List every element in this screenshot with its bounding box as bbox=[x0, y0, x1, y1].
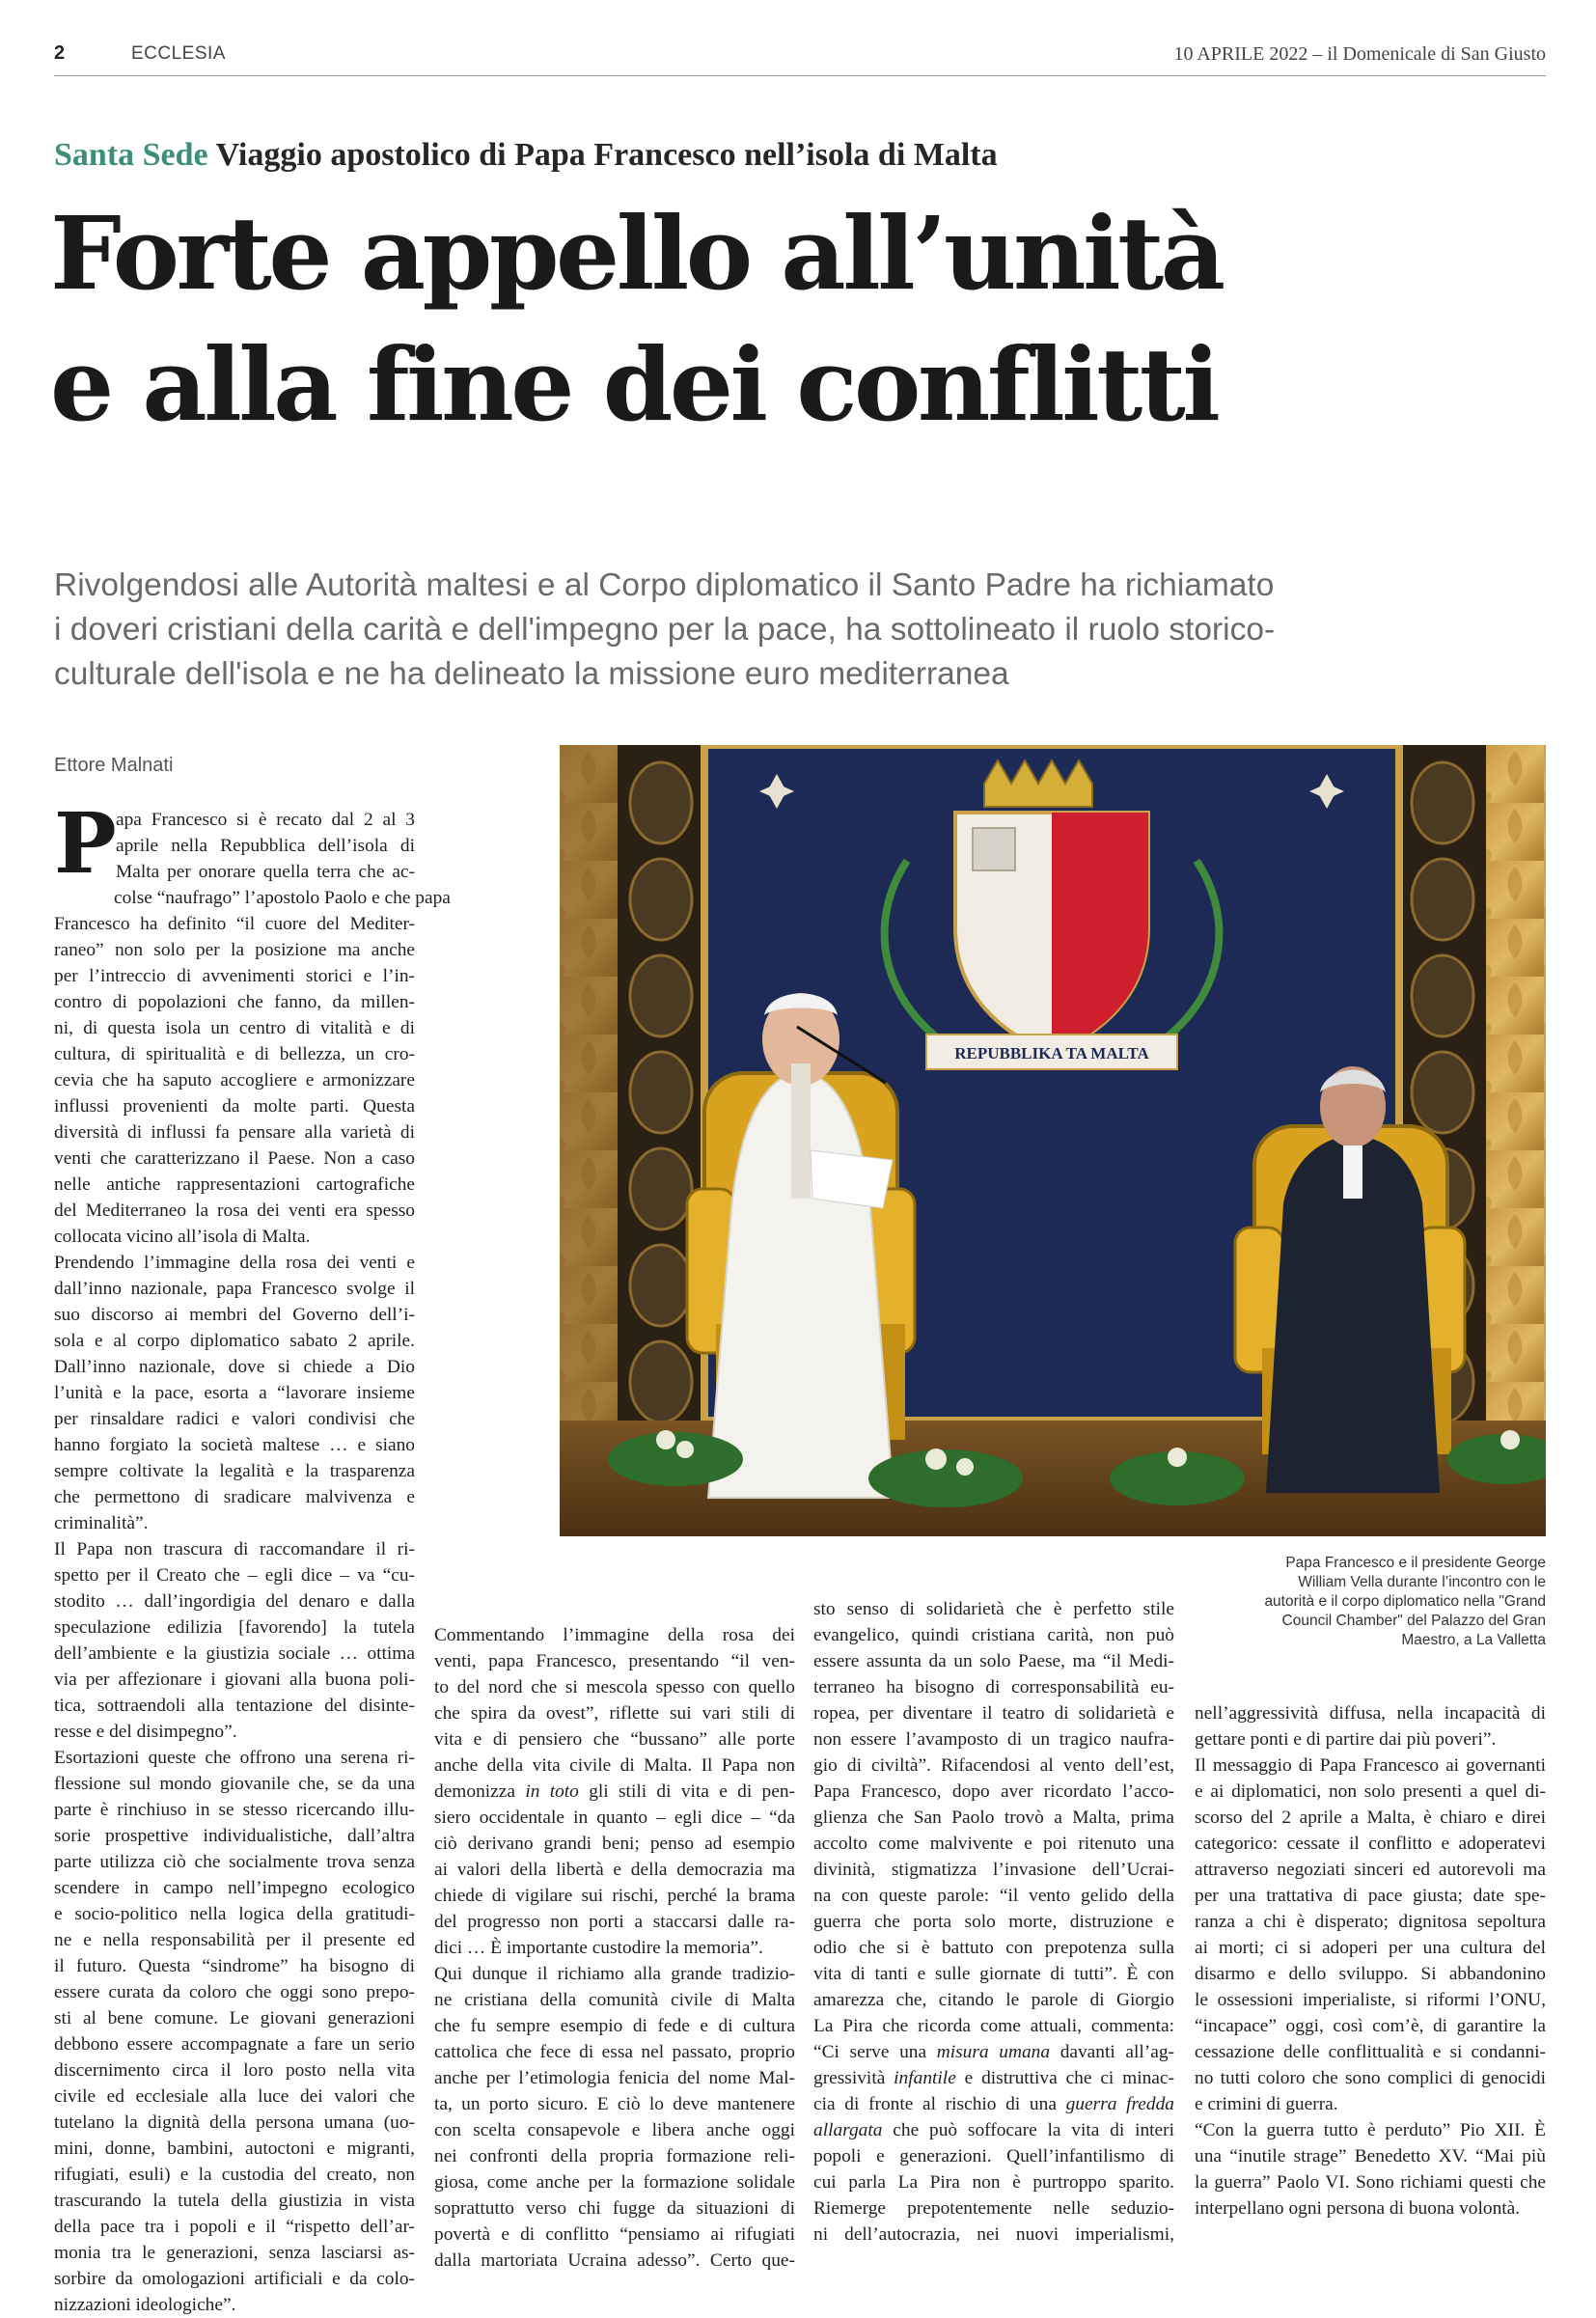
text-line: “incapace” oggi, così com’è, di garantire la bbox=[1195, 2016, 1546, 2036]
text-line: sempre coltivate la legalità e la trasparenza bbox=[54, 1461, 415, 1481]
text-line: il futuro. Questa “sindrome” ha bisogno di bbox=[54, 1956, 415, 1976]
text-line: dall’inno nazionale, papa Francesco svolge il bbox=[54, 1279, 415, 1299]
text-line: dell’ambiente e la giustizia sociale … ottima bbox=[54, 1643, 415, 1664]
text-line: sorie prospettive individualistiche, dall’altra bbox=[54, 1826, 415, 1846]
article-column-3 bbox=[813, 1596, 1174, 2248]
text-line: ne cristiana della comunità civile di Malta bbox=[434, 1990, 795, 2010]
kicker bbox=[54, 137, 998, 174]
text-line: cattolica che fece di essa nel passato, proprio bbox=[434, 2042, 795, 2062]
text-line: scorso del 2 aprile a Malta, è chiaro e direi bbox=[1195, 1807, 1546, 1828]
text-line: e ai diplomatici, non solo presenti a quel di- bbox=[1195, 1781, 1546, 1802]
text-line: sola e al corpo diplomatico sabato 2 aprile. bbox=[54, 1331, 415, 1351]
text-segment: in toto bbox=[525, 1781, 579, 1802]
headline-line: e alla fine dei conflitti bbox=[50, 325, 1218, 444]
text-line: odio che si è battuto con prepotenza sulla bbox=[813, 1938, 1174, 1958]
issue-date: 10 APRILE 2022 – il Domenicale di San Giusto bbox=[1173, 43, 1546, 65]
text-line: anche per l’etimologia fenicia del nome Mal- bbox=[434, 2068, 795, 2088]
text-line: Commentando l’immagine della rosa dei bbox=[434, 1625, 795, 1645]
text-line: “Con la guerra tutto è perduto” Pio XII. È bbox=[1195, 2120, 1546, 2140]
text-line: Malta per onorare quella terra che ac- bbox=[116, 862, 415, 882]
text-line: speculazione edilizia [favorendo] la tutela bbox=[54, 1617, 415, 1638]
text-line: Qui dunque il richiamo alla grande tradizio- bbox=[434, 1964, 795, 1984]
text-line: guerra che porta solo morte, distruzione e bbox=[813, 1912, 1174, 1932]
text-line: nizzazioni ideologiche”. bbox=[54, 2295, 236, 2315]
text-line: popoli e generazioni. Quell’infantilismo di bbox=[813, 2146, 1174, 2166]
text-segment: infantile bbox=[894, 2068, 956, 2088]
text-line: la guerra” Paolo VI. Sono richiami questi che bbox=[1195, 2172, 1546, 2193]
text-segment: misura umana bbox=[936, 2042, 1051, 2062]
text-line: ni, di questa isola un centro di vitalità e di bbox=[54, 1018, 415, 1038]
text-line: apa Francesco si è recato dal 2 al 3 bbox=[116, 810, 415, 830]
text-line: sorbire da omologazioni artificiali e da colo- bbox=[54, 2269, 415, 2289]
text-line: interpellano ogni persona di buona volontà. bbox=[1195, 2198, 1521, 2219]
text-line: resse e del disimpegno”. bbox=[54, 1722, 237, 1742]
text-line: hanno forgiato la società maltese … e siano bbox=[54, 1435, 415, 1455]
text-segment: cia di fronte al rischio di una bbox=[813, 2094, 1057, 2114]
caption-line: Council Chamber" del Palazzo del Gran bbox=[1281, 1613, 1546, 1629]
article-photo bbox=[560, 745, 1546, 1536]
text-line: rifugiati, esuli) e la custodia del creato, non bbox=[54, 2165, 415, 2185]
text-line: raneo” non solo per la posizione ma anche bbox=[54, 940, 415, 960]
text-line: ta, un porto sicuro. E ciò lo deve mantenere bbox=[434, 2094, 795, 2114]
text-line: Francesco ha definito “il cuore del Mediter- bbox=[54, 914, 415, 934]
text-line: per una trattativa di pace giusta; date spe- bbox=[1195, 1886, 1546, 1906]
text-line: nell’aggressività diffusa, nella incapacità di bbox=[1195, 1703, 1546, 1724]
text-line: disarmo e dello sviluppo. Si abbandonino bbox=[1195, 1964, 1546, 1984]
text-segment: allargata bbox=[813, 2120, 883, 2140]
headline-line: Forte appello all’unità bbox=[50, 194, 1223, 313]
text-line: Papa Francesco, dopo aver ricordato l’acco- bbox=[813, 1781, 1174, 1802]
text-line: essere curata da coloro che oggi sono prepo- bbox=[54, 1982, 415, 2002]
text-line: colse “naufrago” l’apostolo Paolo e che papa bbox=[114, 888, 451, 908]
text-line: Riemerge prepotentemente nelle seduzio- bbox=[813, 2198, 1174, 2219]
text-line: evangelico, quindi cristiana carità, non può bbox=[813, 1625, 1174, 1645]
article-column-2 bbox=[434, 1622, 795, 2274]
text-line: sti al bene comune. Le giovani generazioni bbox=[54, 2008, 415, 2028]
text-line: Il messaggio di Papa Francesco ai governanti bbox=[1195, 1755, 1546, 1776]
article-column-4 bbox=[1195, 1700, 1546, 2221]
standfirst bbox=[54, 564, 1546, 697]
text-line: venti, papa Francesco, presentando “il ven- bbox=[434, 1651, 795, 1671]
text-line: discernimento circa il loro posto nella vita bbox=[54, 2060, 415, 2081]
text-line: debbono essere accompagnate a fare un serio bbox=[54, 2034, 415, 2055]
standfirst-line: i doveri cristiani della carità e dell'impegno per la pace, ha sottolineato il ruolo storico- bbox=[54, 612, 1276, 648]
text-line: parte è rinchiuso in se stesso ricercando illu- bbox=[54, 1800, 415, 1820]
text-segment: demonizza bbox=[434, 1781, 515, 1802]
text-line: vita di tanti e sulle giornate di tutti”. È con bbox=[813, 1964, 1174, 1984]
caption-line: autorità e il corpo diplomatico nella "Grand bbox=[1264, 1593, 1546, 1610]
text-line: glienza che San Paolo trovò a Malta, prima bbox=[813, 1807, 1174, 1828]
text-line: parte utilizza ciò che socialmente trova senza bbox=[54, 1852, 415, 1872]
text-line: accolto come malvivente e poi ritenuto una bbox=[813, 1834, 1174, 1854]
text-segment: “Ci serve una bbox=[813, 2042, 927, 2062]
text-segment: che può soffocare la vita di interi bbox=[893, 2120, 1174, 2140]
text-line: l’unità e la pace, esorta a “lavorare insieme bbox=[54, 1383, 415, 1403]
text-line: ni dell’autocrazia, nei nuovi imperialismi, bbox=[813, 2224, 1174, 2245]
text-line: del Mediterraneo la rosa dei venti era spesso bbox=[54, 1200, 415, 1221]
text-line: scendere in campo nell’impegno ecologico bbox=[54, 1878, 415, 1898]
text-line: con scelta consapevole e libera anche oggi bbox=[434, 2120, 795, 2140]
kicker-section: Santa Sede bbox=[54, 137, 208, 173]
text-line: ranza a chi è disperato; dignitosa sepoltura bbox=[1195, 1912, 1546, 1932]
text-segment: guerra fredda bbox=[1065, 2094, 1174, 2114]
text-line: per l’intreccio di avvenimenti storici e l’in- bbox=[54, 966, 415, 986]
text-line: cessazione delle conflittualità e si condanni- bbox=[1195, 2042, 1546, 2062]
text-line: nei confronti della propria formazione reli- bbox=[434, 2146, 795, 2166]
text-line: e socio-politico nella logica della gratitudi- bbox=[54, 1904, 415, 1924]
text-line: influssi provenienti da molte parti. Questa bbox=[54, 1096, 415, 1117]
text-line: amarezza che, citando le parole di Giorgio bbox=[813, 1990, 1174, 2010]
text-line: sto senso di solidarietà che è perfetto stile bbox=[813, 1599, 1174, 1619]
text-line: vita e di pensiero che “bussano” alle porte bbox=[434, 1729, 795, 1750]
text-line: to del nord che si mescola spesso con quello bbox=[434, 1677, 795, 1697]
text-line: diversità di influssi fa pensare alla varietà di bbox=[54, 1122, 415, 1143]
text-line: mini, donne, bambini, autoctoni e migranti, bbox=[54, 2139, 415, 2159]
text-line: che permettono di sradicare malvivenza e bbox=[54, 1487, 415, 1507]
standfirst-line: culturale dell'isola e ne ha delineato la missione euro mediterranea bbox=[54, 656, 1009, 692]
standfirst-line: Rivolgendosi alle Autorità maltesi e al Corpo diplomatico il Santo Padre ha richiamato bbox=[54, 567, 1275, 603]
text-line bbox=[813, 2065, 1174, 2091]
text-line: suo discorso ai membri del Governo dell’i- bbox=[54, 1305, 415, 1325]
text-line: ciò derivano grandi beni; penso ad esempio bbox=[434, 1834, 795, 1854]
photo-caption bbox=[1197, 1554, 1546, 1650]
text-line: civile ed ecclesiale alla luce dei valori che bbox=[54, 2086, 415, 2107]
text-line: contro di popolazioni che fanno, da millen- bbox=[54, 992, 415, 1012]
byline: Ettore Malnati bbox=[54, 755, 174, 776]
text-line: essere assunta da un solo Paese, ma “il Medi- bbox=[813, 1651, 1174, 1671]
article-column-1 bbox=[54, 795, 451, 2318]
text-line: tutelano la dignità della persona umana (uo- bbox=[54, 2112, 415, 2133]
text-line: no tutti coloro che sono complici di genocidi bbox=[1195, 2068, 1546, 2088]
text-line: che fu sempre esempio di fede e di cultura bbox=[434, 2016, 795, 2036]
text-line: ai morti; ci si adoperi per una cultura del bbox=[1195, 1938, 1546, 1958]
text-line: chiede di vigilare sui rischi, perché la brama bbox=[434, 1886, 795, 1906]
kicker-topic: Viaggio apostolico di Papa Francesco nell’isola di Malta bbox=[215, 137, 998, 173]
text-line: cui parla La Pira non è purtroppo sparito. bbox=[813, 2172, 1174, 2193]
text-segment: gressività bbox=[813, 2068, 886, 2088]
text-line: del progresso non porti a staccarsi dalle ra- bbox=[434, 1912, 795, 1932]
text-line: dalla martoriata Ucraina adesso”. Certo que- bbox=[434, 2250, 795, 2271]
text-line: venti che caratterizzano il Paese. Non a caso bbox=[54, 1148, 415, 1169]
text-line: Esortazioni queste che offrono una serena ri- bbox=[54, 1748, 415, 1768]
text-line: terraneo ha bisogno di corresponsabilità eu- bbox=[813, 1677, 1174, 1697]
page-header bbox=[54, 42, 1546, 73]
text-line: Il Papa non trascura di raccomandare il ri- bbox=[54, 1539, 415, 1559]
text-line: soprattutto verso chi fugge da situazioni di bbox=[434, 2198, 795, 2219]
text-line: ai valori della libertà e della democrazia ma bbox=[434, 1860, 795, 1880]
text-line: flessione sul mondo giovanile che, se da una bbox=[54, 1774, 415, 1794]
text-line: tica, sottraendoli alla tentazione del disinte- bbox=[54, 1696, 415, 1716]
text-line: collocata vicino all’isola di Malta. bbox=[54, 1227, 311, 1247]
text-line: anche della vita civile di Malta. Il Papa non bbox=[434, 1755, 795, 1776]
text-line: Prendendo l’immagine della rosa dei venti e bbox=[54, 1253, 415, 1273]
caption-line: Papa Francesco e il presidente George bbox=[1285, 1555, 1546, 1571]
text-line: ne e nella responsabilità per il presente ed bbox=[54, 1930, 415, 1950]
text-line: siero occidentale in quanto – egli dice – “da bbox=[434, 1807, 795, 1828]
text-line: ropea, per diventare il teatro di solidarietà e bbox=[813, 1703, 1174, 1724]
caption-line: Maestro, a La Valletta bbox=[1401, 1632, 1546, 1648]
text-line: trascurando la tutela della giustizia in vista bbox=[54, 2191, 415, 2211]
text-line: criminalità”. bbox=[54, 1513, 149, 1533]
text-line: na con queste parole: “il vento gelido della bbox=[813, 1886, 1174, 1906]
text-line bbox=[434, 1779, 795, 1805]
caption-line: William Vella durante l’incontro con le bbox=[1298, 1574, 1546, 1590]
section-name: ECCLESIA bbox=[131, 43, 226, 64]
text-line: via per affezionare i giovani alla buona poli- bbox=[54, 1670, 415, 1690]
text-line: aprile nella Repubblica dell’isola di bbox=[116, 836, 415, 856]
text-segment: e distruttiva che ci minac- bbox=[964, 2068, 1174, 2088]
text-line: cevia che ha saputo accogliere e armonizzare bbox=[54, 1070, 415, 1090]
text-line: nelle antiche rappresentazioni cartografiche bbox=[54, 1174, 415, 1195]
text-line: monia tra le generazioni, senza lasciarsi as- bbox=[54, 2243, 415, 2263]
text-line: giosa, come anche per la formazione solidale bbox=[434, 2172, 795, 2193]
drop-cap: P bbox=[54, 795, 117, 893]
text-line: e crimini di guerra. bbox=[1195, 2094, 1338, 2114]
text-segment: gli stili di vita e di pen- bbox=[589, 1781, 795, 1802]
text-line: stodito … dall’ingordigia del denaro e dalla bbox=[54, 1591, 415, 1612]
text-line bbox=[813, 2117, 1174, 2143]
page-number: 2 bbox=[54, 42, 66, 64]
text-line: per rinsaldare radici e valori condivisi che bbox=[54, 1409, 415, 1429]
banner-motto: REPUBBLIKA TA MALTA bbox=[954, 1044, 1149, 1062]
text-line: Dall’inno nazionale, dove si chiede a Dio bbox=[54, 1357, 415, 1377]
text-line: gettare ponti e di partire dai più poveri”. bbox=[1195, 1729, 1497, 1750]
header-rule bbox=[54, 75, 1546, 76]
text-line: che spira da ovest”, riflette sui vari stili di bbox=[434, 1703, 795, 1724]
text-line: divinità, stigmatizza l’invasione dell’Ucrai- bbox=[813, 1860, 1174, 1880]
text-segment: davanti all’ag- bbox=[1059, 2042, 1174, 2062]
text-line: le ossessioni imperialiste, si riformi l’ONU, bbox=[1195, 1990, 1546, 2010]
text-line: cultura, di spiritualità e di bellezza, un cro- bbox=[54, 1044, 415, 1064]
text-line: categorico: cessate il conflitto e adoperatevi bbox=[1195, 1834, 1546, 1854]
text-line: gio di civiltà”. Rifacendosi al vento dell’est, bbox=[813, 1755, 1174, 1776]
text-line: attraverso negoziati sinceri ed autorevoli ma bbox=[1195, 1860, 1546, 1880]
text-line: non essere l’avamposto di un tragico naufra- bbox=[813, 1729, 1174, 1750]
text-line bbox=[813, 2091, 1174, 2117]
text-line bbox=[813, 2039, 1174, 2065]
text-line: povertà e di conflitto “pensiamo ai rifugiati bbox=[434, 2224, 795, 2245]
text-line: spetto per il Creato che – egli dice – va “cu- bbox=[54, 1565, 415, 1586]
text-line: una “inutile strage” Benedetto XV. “Mai più bbox=[1195, 2146, 1546, 2166]
text-line: dici … È importante custodire la memoria”. bbox=[434, 1938, 763, 1958]
text-line: La Pira che ricorda come attuali, commenta: bbox=[813, 2016, 1174, 2036]
headline bbox=[50, 188, 1555, 451]
text-line: della pace tra i popoli e il “rispetto dell’ar- bbox=[54, 2217, 415, 2237]
